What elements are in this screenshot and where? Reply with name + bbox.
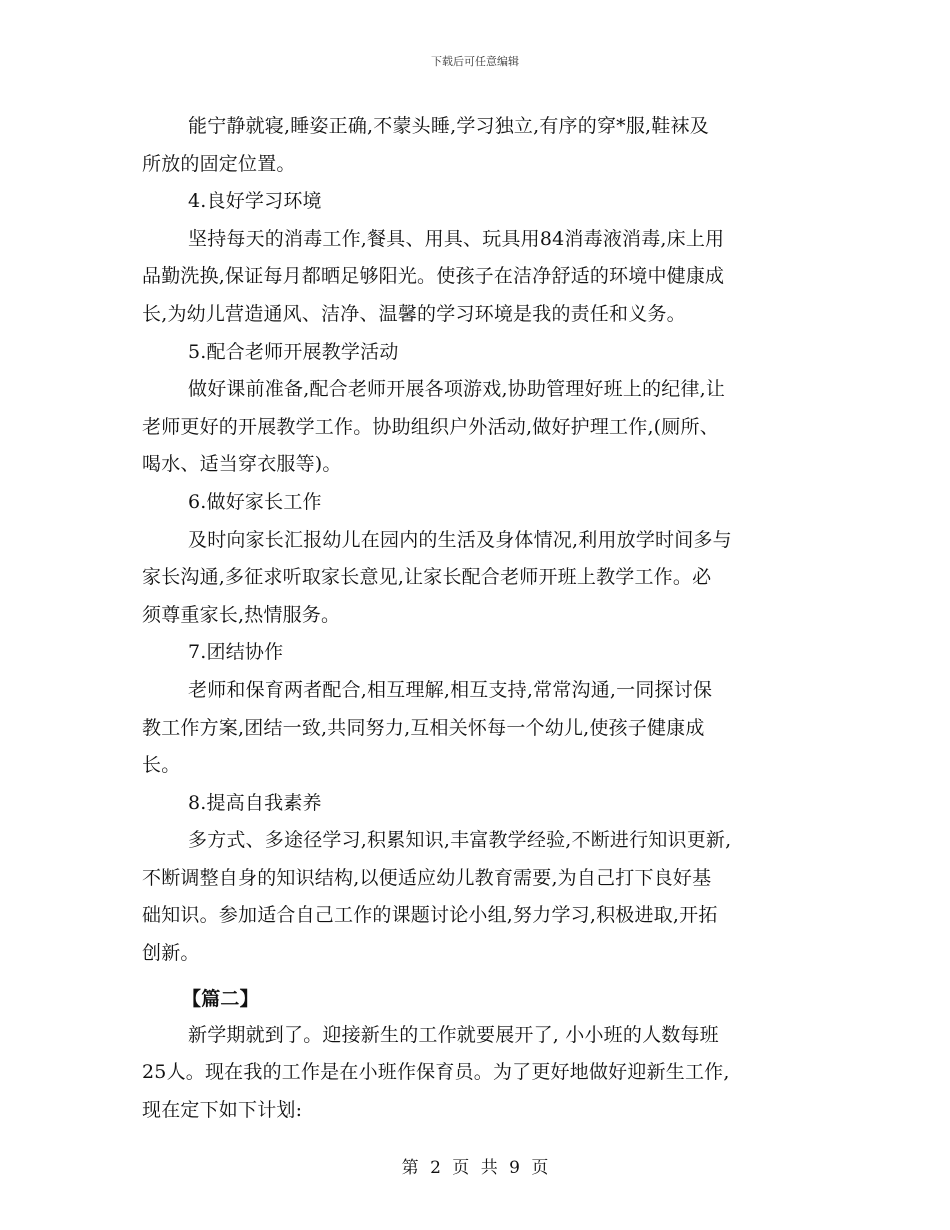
text-line: 不断调整自身的知识结构,以便适应幼儿教育需要,为自己打下良好基 (142, 866, 712, 889)
page-header: 下载后可任意编辑 (431, 55, 519, 68)
text-line: 新学期就到了。迎接新生的工作就要展开了, 小小班的人数每班 (188, 1023, 719, 1046)
text-line: 坚持每天的消毒工作,餐具、用具、玩具用84消毒液消毒,床上用 (188, 227, 725, 250)
text-line: 家长沟通,多征求听取家长意见,让家长配合老师开班上教学工作。必 (142, 566, 712, 589)
section-heading (142, 785, 822, 823)
paragraph (142, 371, 822, 484)
text-line: 础知识。参加适合自己工作的课题讨论小组,努力学习,积极进取,开拓 (142, 904, 718, 927)
text-line: 5.配合老师开展教学活动 (188, 340, 399, 363)
text-line: 【篇二】 (182, 987, 259, 1010)
text-line: 6.做好家长工作 (188, 490, 322, 513)
text-line: 长。 (142, 754, 181, 777)
text-line: 7.团结协作 (188, 641, 284, 664)
paragraph (142, 522, 822, 635)
text-line: 须尊重家长,热情服务。 (142, 603, 341, 626)
part-heading (142, 973, 822, 1017)
paragraph (142, 221, 822, 334)
text-line: 品勤洗换,保证每月都晒足够阳光。使孩子在洁净舒适的环境中健康成 (142, 265, 725, 288)
document-body (142, 108, 822, 1129)
text-line: 所放的固定位置。 (142, 152, 296, 175)
text-line: 能宁静就寝,睡姿正确,不蒙头睡,学习独立,有序的穿*服,鞋袜及 (188, 115, 709, 137)
text-line: 老师更好的开展教学工作。协助组织户外活动,做好护理工作,(厕所、 (142, 415, 719, 438)
text-line: 及时向家长汇报幼儿在园内的生活及身体情况,利用放学时间多与 (188, 528, 732, 551)
text-line: 现在定下如下计划: (142, 1098, 303, 1121)
text-line: 25人。现在我的工作是在小班作保育员。为了更好地做好迎新生工作, (142, 1061, 730, 1084)
page-footer: 第 2 页 共 9 页 (401, 1158, 549, 1178)
text-line: 做好课前准备,配合老师开展各项游戏,协助管理好班上的纪律,让 (188, 378, 726, 401)
section-heading (142, 484, 822, 522)
paragraph (142, 1017, 822, 1130)
text-line: 8.提高自我素养 (188, 791, 322, 814)
text-line: 长,为幼儿营造通风、洁净、温馨的学习环境是我的责任和义务。 (142, 302, 686, 325)
section-heading (142, 634, 822, 672)
text-line: 多方式、多途径学习,积累知识,丰富教学经验,不断进行知识更新, (188, 829, 732, 852)
section-heading (142, 183, 822, 221)
paragraph (142, 822, 822, 972)
section-heading (142, 334, 822, 372)
text-line: 创新。 (142, 942, 200, 965)
text-line: 4.良好学习环境 (188, 190, 322, 213)
text-line: 喝水、适当穿衣服等)。 (142, 453, 342, 476)
paragraph (142, 672, 822, 785)
text-line: 教工作方案,团结一致,共同努力,互相关怀每一个幼儿,使孩子健康成 (142, 716, 705, 739)
text-line: 老师和保育两者配合,相互理解,相互支持,常常沟通,一同探讨保 (188, 678, 713, 701)
paragraph (142, 108, 822, 183)
